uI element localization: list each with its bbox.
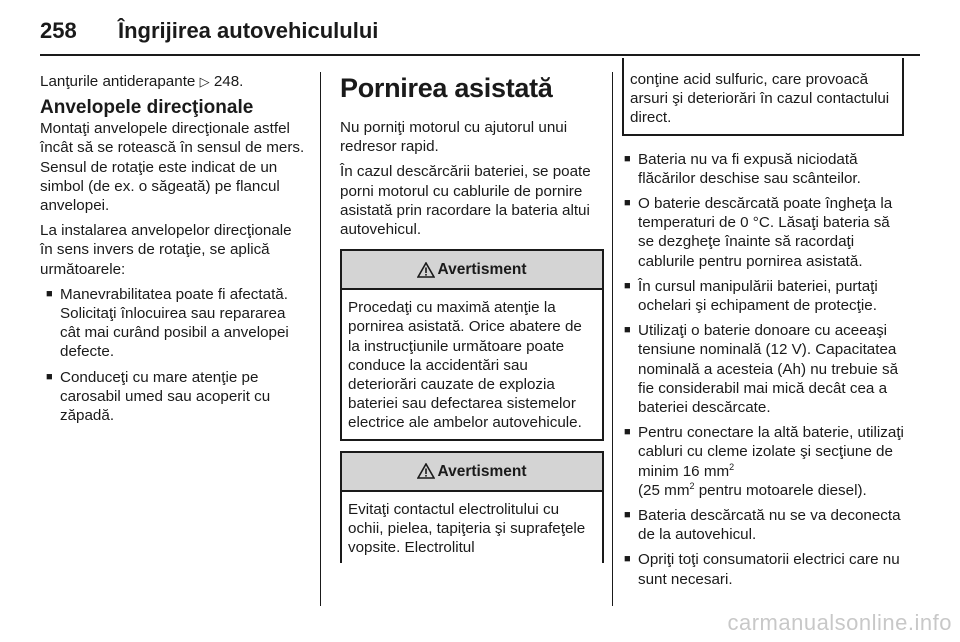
header-rule (40, 54, 920, 56)
warning-body: conţine acid sulfuric, care provoacă arsuri şi deteriorări în cazul contactului direct. (630, 71, 890, 127)
warning-triangle-icon (417, 262, 435, 278)
column-left (40, 72, 306, 431)
watermark: carmanualsonline.info (727, 610, 952, 635)
section-heading-directional-tyres: Anvelopele direcţionale (40, 97, 254, 119)
section-heading-jump-start: Pornirea asistată (340, 73, 553, 103)
list-item-text: Conduceţi cu mare atenţie pe carosabil umed sau acoperit cu zăpadă. (60, 368, 271, 425)
list-item (622, 423, 904, 500)
bullet-list (44, 285, 306, 425)
list-item-text: Manevrabilitatea poate fi afectată. Solicitaţi înlocuirea sau repararea cât mai curând posibil a anvelopei defecte. (60, 285, 289, 361)
list-item-text: Bateria nu va fi expusă niciodată flăcărilor deschise sau scânteilor. (638, 150, 861, 187)
list-item-text: Utilizaţi o baterie donoare cu aceeaşi tensiune nominală (12 V). Capacitatea nominală a acesteia (Ah) nu trebuie să fie considerabil mai mică decât cea a bateriei descărcate. (638, 322, 899, 417)
page-header (40, 8, 920, 58)
warning-triangle-icon (417, 463, 435, 479)
list-item (44, 285, 306, 362)
list-item-text: În cursul manipulării bateriei, purtaţi ochelari şi echipament de protecţie. (638, 277, 878, 315)
chain-reference-page: 248. (213, 73, 244, 90)
page-number: 258 (40, 18, 77, 43)
list-item (622, 506, 904, 544)
list-item-text: O baterie descărcată poate îngheţa la temperaturi de 0 °C. Lăsaţi bateria să se dezgheţe înainte să racordaţi cablurile pentru pornirea asistată. (638, 195, 893, 270)
paragraph: La instalarea anvelopelor direcţionale în sens invers de rotaţie, se aplică următoarele: (40, 222, 292, 278)
list-item-text (638, 424, 904, 499)
cable-text-post: pentru motoarele diesel). (694, 481, 867, 499)
warning-box (340, 451, 604, 564)
bullet-icon: ■ (624, 279, 631, 292)
bullet-icon: ■ (624, 553, 631, 566)
chain-reference-text: Lanţurile antiderapante (40, 73, 196, 90)
list-item (622, 277, 904, 315)
superscript: 2 (729, 461, 735, 472)
paragraph: În cazul descărcării bateriei, se poate porni motorul cu cablurile de pornire asistată prin racordare la bateria altui autovehicul. (340, 163, 591, 239)
warning-box-continued (622, 58, 904, 136)
bullet-icon: ■ (624, 324, 631, 337)
list-item (622, 321, 904, 417)
bullet-icon: ■ (624, 197, 631, 210)
column-right (622, 58, 904, 595)
warning-body: Procedaţi cu maximă atenţie la pornirea asistată. Orice abatere de la instrucţiunile următoare poate conduce la accidentări sau deteriorări cauzate de explozia bateriei sau defectarea sistemelor electrice ale ambelor autovehicule. (348, 299, 582, 432)
warning-title: Avertisment (437, 462, 527, 480)
paragraph: Montaţi anvelopele direcţionale astfel încât să se rotească în sensul de mers. Sensul de rotaţie este indicat de un simbol (de ex. o săgeată) pe flancul anvelopei. (40, 120, 305, 215)
list-item (622, 194, 904, 271)
list-item (44, 368, 306, 426)
warning-header (342, 453, 602, 492)
reference-arrow-icon: ▷ (199, 74, 210, 89)
superscript: 2 (689, 480, 695, 491)
bullet-icon: ■ (624, 426, 631, 439)
page-title: Îngrijirea autovehiculului (118, 18, 379, 43)
column-divider-left (320, 72, 321, 606)
column-middle (340, 72, 604, 563)
chain-reference (40, 72, 306, 91)
list-item (622, 150, 904, 188)
cable-text-mid: (25 mm (638, 481, 690, 499)
bullet-icon: ■ (624, 509, 631, 522)
warning-title: Avertisment (437, 261, 527, 279)
list-item-text: Opriţi toţi consumatorii electrici care nu sunt necesari. (638, 551, 900, 588)
cable-text-pre: Pentru conectare la altă baterie, utilizaţi cabluri cu cleme izolate şi secţiune de minim 16 mm (638, 424, 904, 480)
bullet-icon: ■ (46, 287, 53, 300)
warning-header (342, 251, 602, 290)
bullet-icon: ■ (46, 370, 53, 383)
paragraph: Nu porniţi motorul cu ajutorul unui redresor rapid. (340, 119, 568, 156)
bullet-icon: ■ (624, 152, 631, 165)
list-item-text: Bateria descărcată nu se va deconecta de la autovehicul. (638, 507, 901, 544)
list-item (622, 550, 904, 588)
column-divider-right (612, 72, 613, 606)
bullet-list (622, 150, 904, 589)
warning-body: Evitaţi contactul electrolitului cu ochii, pielea, tapiţeria şi suprafeţele vopsite. Electrolitul (348, 500, 586, 557)
warning-box (340, 249, 604, 440)
